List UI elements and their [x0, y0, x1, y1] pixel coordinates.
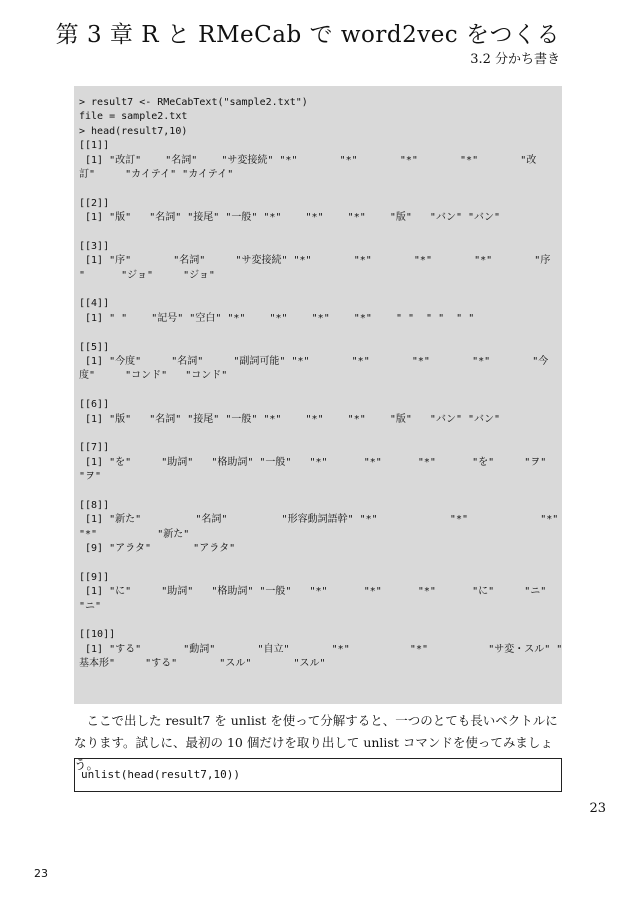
code-line: [1] "する" "動詞" "自立" "*" "*" "サ変・スル" " — [79, 643, 562, 655]
code-line: [1] "序" "名詞" "サ変接続" "*" "*" "*" "*" "序 — [79, 255, 551, 267]
code-line: [1] " " "記号" "空白" "*" "*" "*" "*" " " " " " " — [79, 312, 475, 324]
code-line: [1] "新た" "名詞" "形容動詞語幹" "*" "*" "*" — [79, 514, 559, 526]
code-line: "ニ" — [79, 600, 102, 612]
code-line: > result7 <- RMeCabText("sample2.txt") — [79, 97, 308, 108]
code-line: [[2]] — [79, 197, 110, 209]
code-line: [9] "アラタ" "アラタ" — [79, 543, 236, 555]
code-line — [79, 427, 557, 441]
code-line: file = sample2.txt — [79, 111, 188, 123]
code-line: [[4]] — [79, 298, 110, 310]
page-number-right: 23 — [589, 801, 606, 816]
code-line — [79, 614, 557, 628]
chapter-title: 第 3 章 R と RMeCab で word2vec をつくる — [55, 22, 560, 48]
code-line: [[9]] — [79, 571, 110, 583]
code-line: " "ジョ" "ジョ" — [79, 269, 215, 281]
code-line: [[7]] — [79, 442, 110, 454]
code-line: [[5]] — [79, 341, 110, 353]
code-line: 訂" "カイテイ" "カイテイ" — [79, 168, 234, 180]
code-line: "*" "新た" — [79, 528, 190, 540]
body-paragraph: ここで出した result7 を unlist を使って分解すると、一つのとても長いベクトルになります。試しに、最初の 10 個だけを取り出して unlist コマンドを使ってみましょう。 — [74, 713, 558, 772]
code-line: [1] "今度" "名詞" "副詞可能" "*" "*" "*" "*" "今 — [79, 356, 549, 368]
code-line — [79, 226, 557, 240]
code-line — [79, 326, 557, 340]
code-line: [1] "に" "助詞" "格助詞" "一般" "*" "*" "*" "に" "ニ" — [79, 586, 547, 598]
code-line: [[1]] — [79, 140, 110, 152]
code-line: [[3]] — [79, 240, 110, 252]
code-line: [[10]] — [79, 629, 116, 641]
code-line — [79, 182, 557, 196]
code-line: [1] "版" "名詞" "接尾" "一般" "*" "*" "*" "版" "バン" "バン" — [79, 413, 501, 425]
code-line: 基本形" "する" "スル" "スル" — [79, 658, 326, 670]
code-line: "ヲ" — [79, 471, 102, 483]
code-line: > head(result7,10) — [79, 125, 188, 137]
code-line — [79, 485, 557, 499]
code-line: [[6]] — [79, 399, 110, 411]
section-title: 3.2 分かち書き — [470, 52, 560, 67]
code-line: [[8]] — [79, 499, 110, 511]
code-line: [1] "を" "助詞" "格助詞" "一般" "*" "*" "*" "を" "ヲ" — [79, 456, 547, 468]
code-line: [1] "改訂" "名詞" "サ変接続" "*" "*" "*" "*" "改 — [79, 154, 537, 166]
code-output-block — [74, 86, 562, 704]
code-line: 度" "コンド" "コンド" — [79, 370, 228, 382]
code-line: [1] "版" "名詞" "接尾" "一般" "*" "*" "*" "版" "バン" "バン" — [79, 212, 501, 224]
code-line — [79, 283, 557, 297]
code-line — [79, 384, 557, 398]
command-box: unlist(head(result7,10)) — [74, 758, 562, 792]
page-number-left: 23 — [34, 867, 48, 880]
code-line — [79, 557, 557, 571]
